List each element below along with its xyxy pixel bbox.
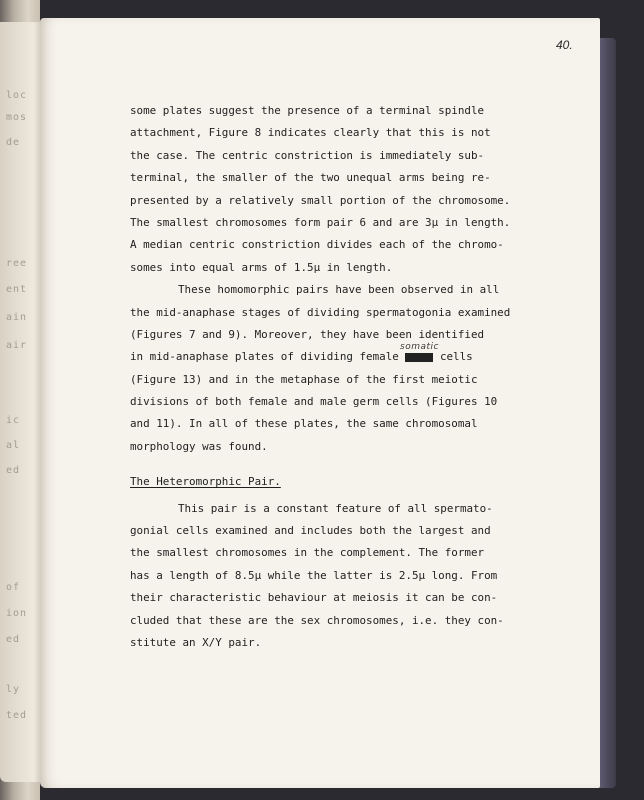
text-line: attachment, Figure 8 indicates clearly that this is not xyxy=(130,126,491,140)
paragraph-3 xyxy=(130,498,570,655)
text-line: the case. The centric constriction is immediately sub- xyxy=(130,148,485,162)
text-line: somes into equal arms of 1.5μ in length. xyxy=(130,260,393,274)
text-line: This pair is a constant feature of all spermato- xyxy=(178,501,493,515)
text-line: their characteristic behaviour at meiosis it can be con- xyxy=(130,591,498,605)
text-line: These homomorphic pairs have been observed in all xyxy=(178,283,500,297)
text-line: the smallest chromosomes in the complement. The former xyxy=(130,546,485,560)
handwritten-insertion: somatic xyxy=(400,342,439,353)
text-line: terminal, the smaller of the two unequal arms being re- xyxy=(130,171,491,185)
facing-page-edge: loc mos de ree ent ain air ic al ed of ion ed ly ted xyxy=(0,22,42,782)
text-line-with-correction xyxy=(130,342,570,368)
text-line: and 11). In all of these plates, the same chromosomal xyxy=(130,417,478,431)
text-fragment: cells xyxy=(433,350,473,364)
text-line: (Figure 13) and in the metaphase of the first meiotic xyxy=(130,372,478,386)
text-line: some plates suggest the presence of a terminal spindle xyxy=(130,104,485,117)
page-number: 40. xyxy=(556,38,573,52)
text-line: gonial cells examined and includes both the largest and xyxy=(130,524,491,538)
text-line: stitute an X/Y pair. xyxy=(130,635,262,649)
text-line: (Figures 7 and 9). Moreover, they have been identified xyxy=(130,327,485,341)
text-line: has a length of 8.5μ while the latter is 2.5μ long. From xyxy=(130,568,498,582)
text-line: presented by a relatively small portion of the chromosome. xyxy=(130,193,511,207)
text-line: cluded that these are the sex chromosomes, i.e. they con- xyxy=(130,613,504,627)
text-line: A median centric constriction divides each of the chromo- xyxy=(130,238,504,252)
text-line: The smallest chromosomes form pair 6 and are 3μ in length. xyxy=(130,215,511,229)
text-line: divisions of both female and male germ cells (Figures 10 xyxy=(130,395,498,409)
section-heading: The Heteromorphic Pair. xyxy=(130,475,281,489)
text-line: morphology was found. xyxy=(130,439,268,453)
paragraph-1 xyxy=(130,100,570,279)
text-fragment: in mid-anaphase plates of dividing female xyxy=(130,350,406,364)
typed-text-body xyxy=(130,100,570,654)
paragraph-2 xyxy=(130,279,570,458)
text-line: the mid-anaphase stages of dividing spermatogonia examined xyxy=(130,305,511,319)
